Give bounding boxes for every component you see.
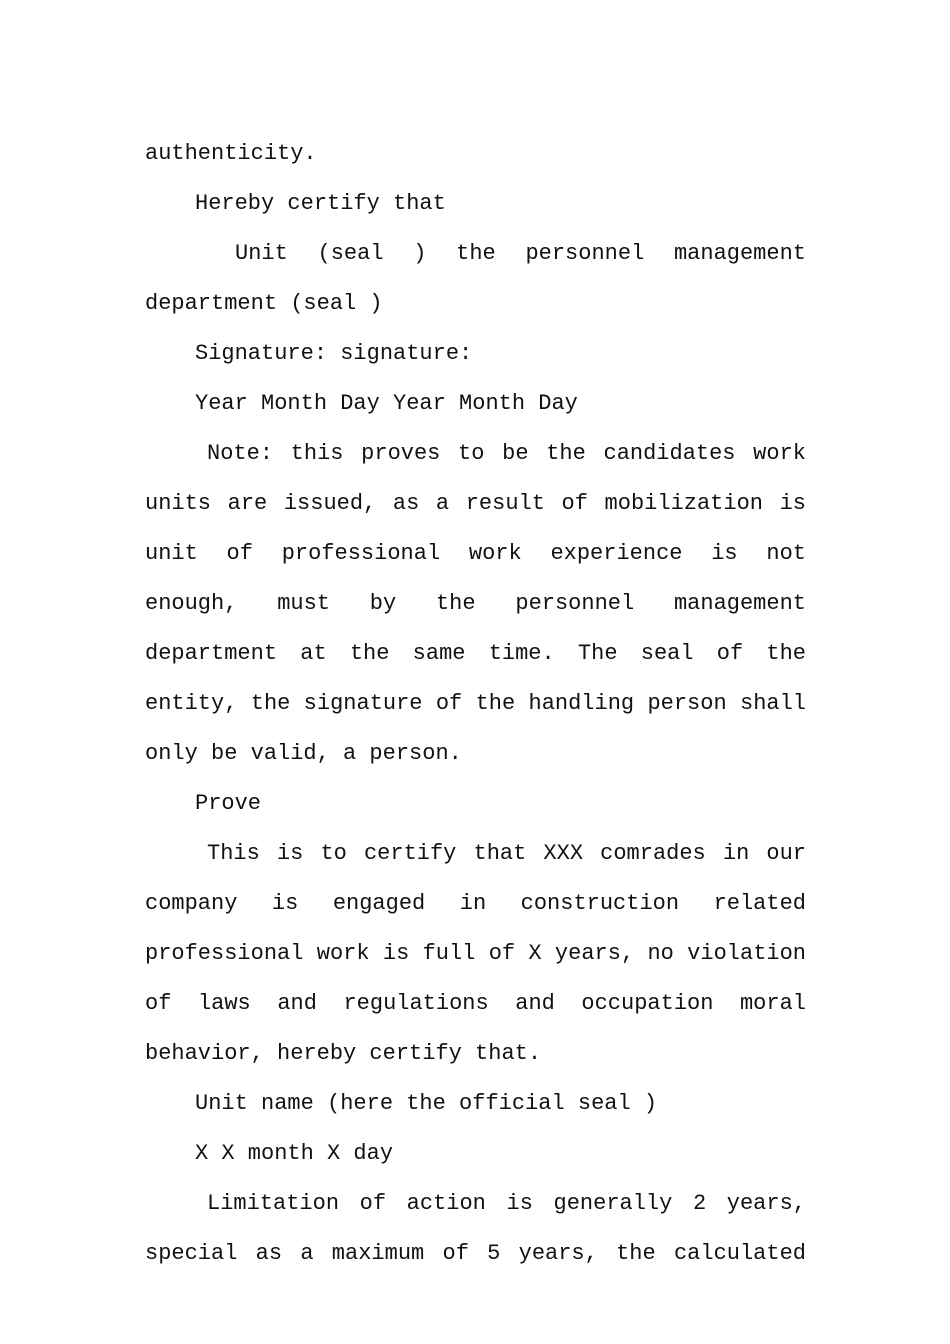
paragraph-prove-heading: Prove — [195, 791, 262, 816]
paragraph-date-fields: Year Month Day Year Month Day — [195, 391, 578, 416]
document-body — [145, 129, 806, 1279]
paragraph-unit-seal: Unit (seal ) the personnel management department (seal ) — [145, 241, 806, 316]
paragraph-limitation-of-action: Limitation of action is generally 2 years, special as a maximum of 5 years, the calculated — [145, 1191, 806, 1266]
paragraph-certification-body: This is to certify that XXX comrades in our company is engaged in construction related professional work is full of X years, no violation of laws and regulations and occupation moral behavior, hereby certify that. — [145, 841, 806, 1066]
paragraph-hereby-certify: Hereby certify that — [195, 191, 446, 216]
paragraph-note: Note: this proves to be the candidates work units are issued, as a result of mobilization is unit of professional work experience is not enough, must by the personnel management department at the same time. The seal of the entity, the signature of the handling person shall only be valid, a person. — [145, 441, 806, 766]
paragraph-date: X X month X day — [195, 1141, 394, 1166]
paragraph-unit-name: Unit name (here the official seal ) — [195, 1091, 658, 1116]
paragraph-signature: Signature: signature: — [195, 341, 473, 366]
paragraph-authenticity: authenticity. — [145, 141, 317, 166]
